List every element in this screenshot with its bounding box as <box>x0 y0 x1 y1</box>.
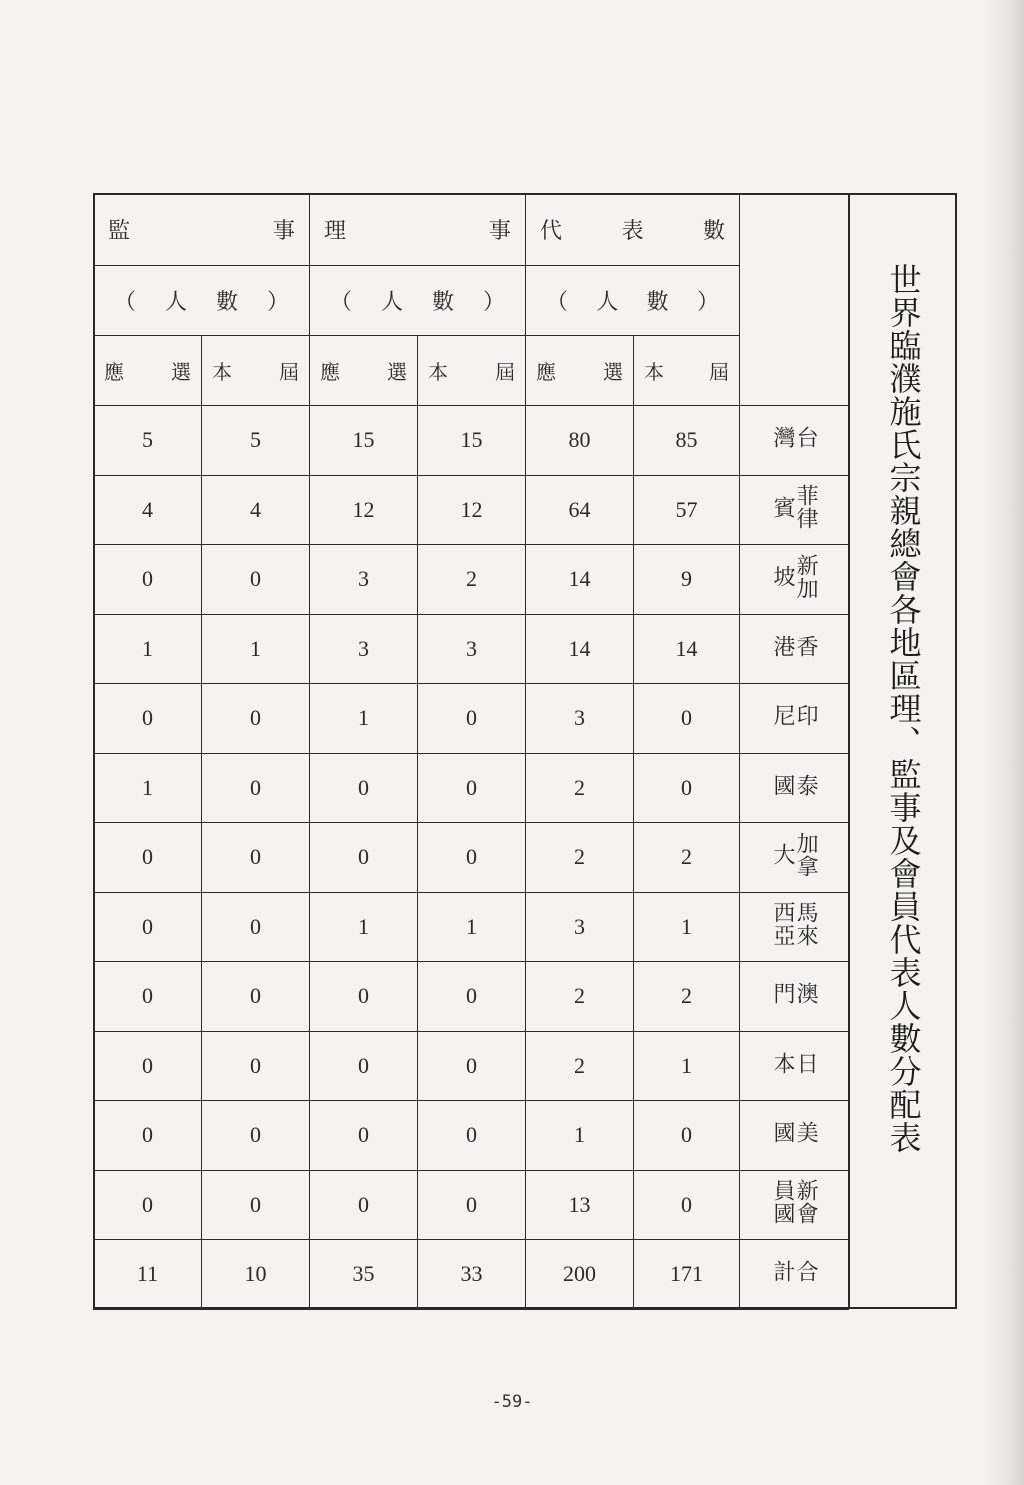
page-number: -59- <box>491 1392 533 1412</box>
column-header-char: 應 <box>104 360 124 384</box>
region-name-line: 泰 <box>793 773 819 797</box>
column-header-char: 屆 <box>495 360 515 384</box>
table-row <box>94 684 849 754</box>
headcount-char: ） <box>482 290 505 315</box>
table-cell: 2 <box>634 962 740 1032</box>
table-cell: 3 <box>310 545 418 615</box>
column-header-char: 本 <box>428 360 448 384</box>
region-name-line: 澳 <box>793 982 819 1006</box>
header-quota <box>94 336 202 406</box>
table-cell: 14 <box>526 614 634 684</box>
table-cell: 1 <box>418 892 526 962</box>
region-label <box>740 406 849 476</box>
headcount-char: （ <box>546 290 569 315</box>
table-cell: 5 <box>94 406 202 476</box>
region-name-line: 員國 <box>770 1179 796 1226</box>
headcount-char: （ <box>330 290 353 315</box>
table-cell: 1 <box>526 1101 634 1171</box>
headcount-char: 數 <box>431 290 454 315</box>
region-name-line: 坡 <box>770 565 796 589</box>
table-cell: 0 <box>202 892 310 962</box>
table-cell: 0 <box>202 1101 310 1171</box>
region-name-line: 賓 <box>770 495 796 519</box>
table-cell: 9 <box>634 545 740 615</box>
table-cell: 0 <box>202 684 310 754</box>
table-cell: 2 <box>526 823 634 893</box>
table-cell: 0 <box>94 684 202 754</box>
region-name-line: 美 <box>793 1121 819 1145</box>
table-cell: 0 <box>94 1031 202 1101</box>
table-cell: 0 <box>310 1170 418 1240</box>
table-row <box>94 753 849 823</box>
header-directors-char-1: 理 <box>324 219 347 244</box>
header-representatives-char-2: 表 <box>621 219 644 244</box>
table-cell: 0 <box>94 823 202 893</box>
table-cell: 3 <box>418 614 526 684</box>
table-cell: 57 <box>634 475 740 545</box>
table-cell: 4 <box>94 475 202 545</box>
region-name-line: 新加 <box>793 553 819 600</box>
header-headcount-1 <box>310 266 526 336</box>
table-cell: 0 <box>634 1101 740 1171</box>
region-label <box>740 545 849 615</box>
header-supervisors-char-2: 事 <box>272 219 295 244</box>
region-name-line: 計 <box>770 1260 796 1284</box>
header-representatives <box>526 194 740 266</box>
region-name-line: 國 <box>770 773 796 797</box>
region-name <box>771 554 817 600</box>
table-cell: 2 <box>526 1031 634 1101</box>
table-cell: 0 <box>202 1031 310 1101</box>
column-header-char: 本 <box>212 360 232 384</box>
table-cell: 14 <box>526 545 634 615</box>
headcount-char: 數 <box>215 290 238 315</box>
table-cell: 0 <box>634 1170 740 1240</box>
region-header-blank <box>740 194 849 406</box>
table-row <box>94 406 849 476</box>
table-cell: 0 <box>202 1170 310 1240</box>
region-name-line: 印 <box>793 704 819 728</box>
column-header-char: 應 <box>536 360 556 384</box>
table-cell: 0 <box>310 823 418 893</box>
region-label <box>740 1101 849 1171</box>
region-name <box>771 426 817 449</box>
column-header-char: 應 <box>320 360 340 384</box>
column-header-char: 屆 <box>279 360 299 384</box>
table-cell: 0 <box>634 753 740 823</box>
table-cell: 171 <box>634 1240 740 1310</box>
table-cell: 2 <box>526 962 634 1032</box>
headcount-char: 數 <box>646 290 669 315</box>
table-cell: 80 <box>526 406 634 476</box>
region-name <box>771 982 817 1005</box>
region-name <box>771 1052 817 1075</box>
region-label <box>740 614 849 684</box>
table-cell: 15 <box>310 406 418 476</box>
table-cell: 33 <box>418 1240 526 1310</box>
region-label <box>740 1031 849 1101</box>
region-label <box>740 684 849 754</box>
region-label <box>740 962 849 1032</box>
table-cell: 0 <box>310 753 418 823</box>
table-cell: 0 <box>202 823 310 893</box>
region-name <box>771 484 817 530</box>
table-cell: 2 <box>634 823 740 893</box>
table-cell: 0 <box>310 1031 418 1101</box>
table-cell: 2 <box>418 545 526 615</box>
page-edge-shadow <box>984 0 1024 1485</box>
allocation-table <box>93 193 849 1310</box>
table-row <box>94 545 849 615</box>
table-cell: 0 <box>94 1170 202 1240</box>
table-cell: 2 <box>526 753 634 823</box>
table-cell: 0 <box>94 892 202 962</box>
region-label <box>740 892 849 962</box>
column-header-char: 選 <box>171 360 191 384</box>
region-name <box>771 901 817 947</box>
region-name-line: 灣 <box>770 426 796 450</box>
headcount-char: 人 <box>596 290 619 315</box>
headcount-char: ） <box>266 290 289 315</box>
region-label <box>740 1170 849 1240</box>
region-name-line: 菲律 <box>793 484 819 531</box>
region-name-line: 合 <box>793 1260 819 1284</box>
header-directors <box>310 194 526 266</box>
table-cell: 0 <box>634 684 740 754</box>
table-cell: 4 <box>202 475 310 545</box>
column-header-char: 選 <box>603 360 623 384</box>
header-supervisors <box>94 194 310 266</box>
region-name <box>771 774 817 797</box>
table-cell: 200 <box>526 1240 634 1310</box>
column-header-char: 本 <box>644 360 664 384</box>
table-cell: 12 <box>310 475 418 545</box>
table-cell: 0 <box>202 545 310 615</box>
header-headcount-0 <box>94 266 310 336</box>
table-cell: 0 <box>94 545 202 615</box>
region-name <box>771 1260 817 1283</box>
region-label <box>740 475 849 545</box>
table-cell: 12 <box>418 475 526 545</box>
table-cell: 1 <box>310 892 418 962</box>
header-current-term <box>634 336 740 406</box>
table-cell: 0 <box>94 962 202 1032</box>
table-cell: 3 <box>526 892 634 962</box>
headcount-char: 人 <box>164 290 187 315</box>
table-cell: 0 <box>418 1031 526 1101</box>
region-name-line: 馬來 <box>793 901 819 948</box>
table-cell: 0 <box>310 962 418 1032</box>
column-header-char: 屆 <box>709 360 730 384</box>
header-representatives-char-3: 數 <box>703 219 726 244</box>
region-name-line: 大 <box>770 843 796 867</box>
region-name-line: 尼 <box>770 704 796 728</box>
headcount-char: ） <box>696 290 719 315</box>
region-name-line: 日 <box>793 1051 819 1075</box>
table-cell: 0 <box>202 753 310 823</box>
region-name-line: 門 <box>770 982 796 1006</box>
table-row <box>94 614 849 684</box>
header-quota <box>310 336 418 406</box>
table-cell: 3 <box>310 614 418 684</box>
table-cell: 1 <box>634 892 740 962</box>
header-headcount-2 <box>526 266 740 336</box>
table-cell: 0 <box>202 962 310 1032</box>
table-row <box>94 1101 849 1171</box>
table-cell: 0 <box>418 753 526 823</box>
region-label <box>740 1240 849 1310</box>
region-name-line: 香 <box>793 634 819 658</box>
table-row <box>94 475 849 545</box>
region-name-line: 港 <box>770 634 796 658</box>
table-row <box>94 823 849 893</box>
table-cell: 0 <box>418 684 526 754</box>
table-cell: 5 <box>202 406 310 476</box>
table-cell: 1 <box>94 614 202 684</box>
table-row <box>94 1031 849 1101</box>
region-name <box>771 1179 817 1225</box>
headcount-char: 人 <box>380 290 403 315</box>
region-name-line: 西亞 <box>770 901 796 948</box>
region-name <box>771 704 817 727</box>
header-current-term <box>202 336 310 406</box>
region-label <box>740 753 849 823</box>
table-row <box>94 962 849 1032</box>
region-name-line: 本 <box>770 1051 796 1075</box>
table-cell: 11 <box>94 1240 202 1310</box>
header-supervisors-char-1: 監 <box>108 219 131 244</box>
table-row <box>94 1170 849 1240</box>
table-cell: 0 <box>310 1101 418 1171</box>
table-cell: 0 <box>418 1170 526 1240</box>
region-label <box>740 823 849 893</box>
page-title: 世界臨濮施氏宗親總會各地區理、監事及會員代表人數分配表 <box>884 263 923 1154</box>
table-cell: 10 <box>202 1240 310 1310</box>
table-cell: 13 <box>526 1170 634 1240</box>
table-cell: 0 <box>94 1101 202 1171</box>
region-name <box>771 1121 817 1144</box>
table-cell: 1 <box>94 753 202 823</box>
table-cell: 14 <box>634 614 740 684</box>
region-name <box>771 635 817 658</box>
table-cell: 35 <box>310 1240 418 1310</box>
table-cell: 85 <box>634 406 740 476</box>
table-cell: 0 <box>418 1101 526 1171</box>
headcount-char: （ <box>114 290 137 315</box>
header-quota <box>526 336 634 406</box>
table-cell: 1 <box>202 614 310 684</box>
table-cell: 0 <box>418 962 526 1032</box>
region-name <box>771 832 817 878</box>
table-row <box>94 892 849 962</box>
table-cell: 3 <box>526 684 634 754</box>
title-column <box>848 193 957 1309</box>
region-name-line: 國 <box>770 1121 796 1145</box>
region-name-line: 新會 <box>793 1179 819 1226</box>
table-cell: 1 <box>634 1031 740 1101</box>
region-name-line: 加拿 <box>793 831 819 878</box>
table-row <box>94 1240 849 1310</box>
header-directors-char-2: 事 <box>488 219 511 244</box>
header-current-term <box>418 336 526 406</box>
region-name-line: 台 <box>793 426 819 450</box>
column-header-char: 選 <box>387 360 407 384</box>
table-cell: 0 <box>418 823 526 893</box>
table-cell: 15 <box>418 406 526 476</box>
header-representatives-char-1: 代 <box>540 219 563 244</box>
table-cell: 64 <box>526 475 634 545</box>
table-cell: 1 <box>310 684 418 754</box>
